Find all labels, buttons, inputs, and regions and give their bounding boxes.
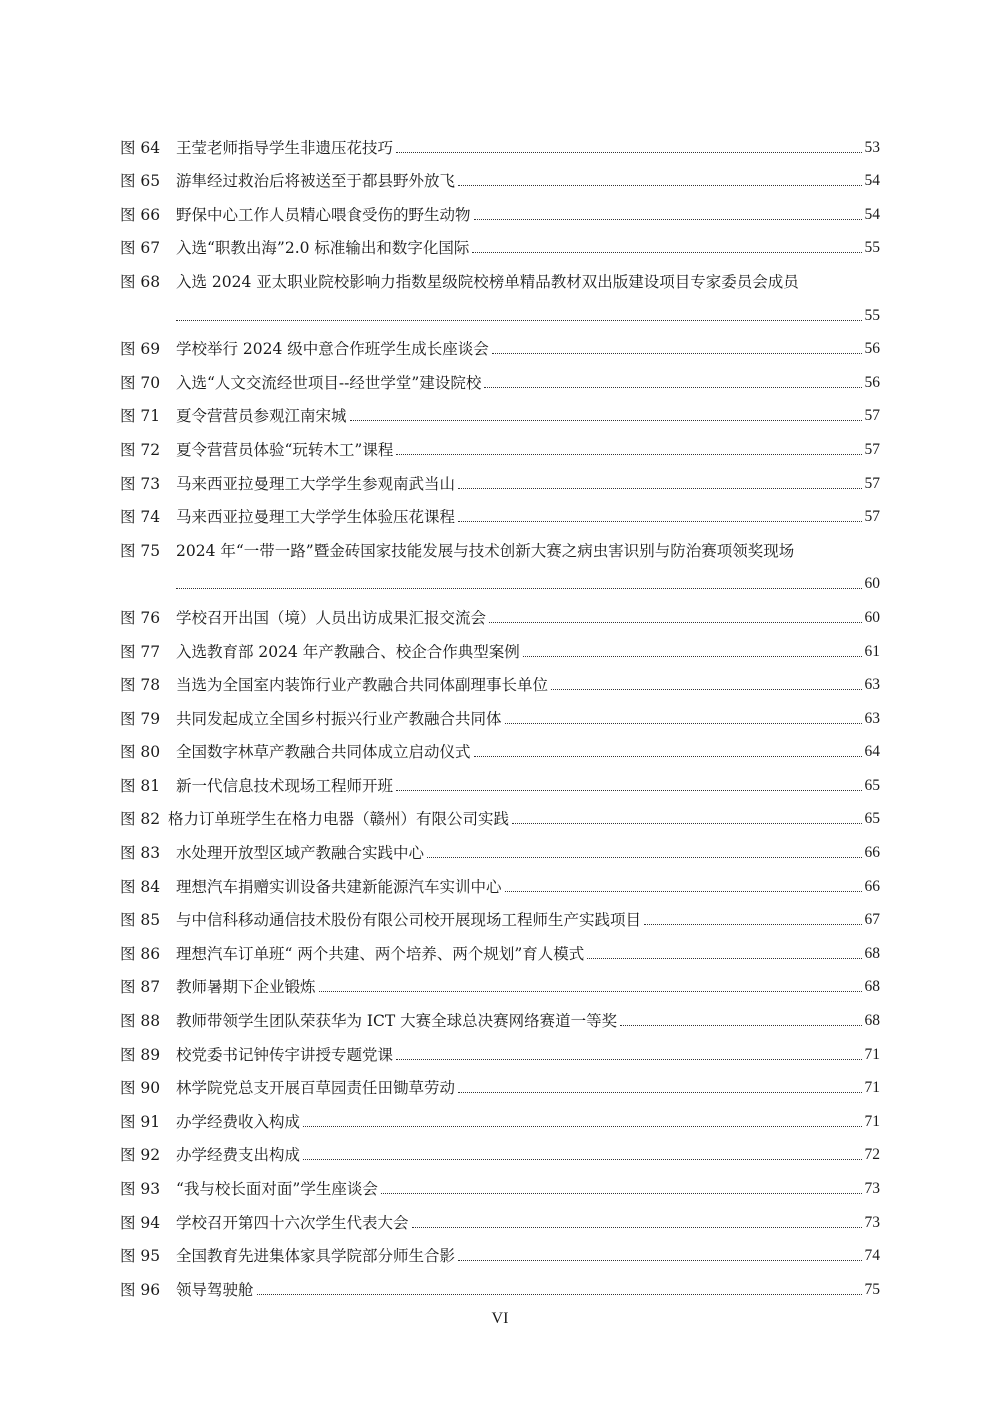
figure-label: 图 82 bbox=[120, 810, 161, 829]
page-ref: 65 bbox=[864, 810, 880, 828]
figure-title: 学校召开第四十六次学生代表大会 bbox=[176, 1213, 409, 1232]
dot-leader bbox=[458, 488, 861, 489]
figure-label: 图 73 bbox=[120, 474, 161, 493]
page-ref: 74 bbox=[864, 1247, 880, 1265]
dot-leader bbox=[551, 689, 861, 690]
page-ref: 57 bbox=[864, 407, 880, 425]
page-ref: 57 bbox=[864, 508, 880, 526]
figure-title: 入选 2024 亚太职业院校影响力指数星级院校榜单精品教材双出版建设项目专家委员会成员 bbox=[176, 272, 799, 291]
toc-entry[interactable] bbox=[120, 662, 880, 696]
table-of-figures bbox=[120, 124, 880, 1300]
figure-title: 校党委书记钟传宇讲授专题党课 bbox=[176, 1045, 394, 1064]
toc-entry[interactable] bbox=[120, 1065, 880, 1099]
toc-entry[interactable] bbox=[120, 158, 880, 192]
dot-leader bbox=[257, 1294, 862, 1295]
dot-leader bbox=[587, 958, 861, 959]
figure-title: 入选教育部 2024 年产教融合、校企合作典型案例 bbox=[176, 642, 520, 661]
figure-label: 图 66 bbox=[120, 205, 161, 224]
toc-entry[interactable] bbox=[120, 1199, 880, 1233]
dot-leader bbox=[396, 790, 861, 791]
dot-leader bbox=[350, 420, 862, 421]
figure-label: 图 71 bbox=[120, 407, 161, 426]
toc-entry[interactable] bbox=[120, 796, 880, 830]
figure-label: 图 78 bbox=[120, 676, 161, 695]
toc-entry[interactable] bbox=[120, 1098, 880, 1132]
toc-entry[interactable] bbox=[120, 460, 880, 494]
figure-title: 学校举行 2024 级中意合作班学生成长座谈会 bbox=[176, 340, 489, 359]
dot-leader bbox=[396, 454, 861, 455]
toc-entry[interactable] bbox=[120, 729, 880, 763]
page-ref: 57 bbox=[864, 474, 880, 492]
dot-leader bbox=[176, 320, 862, 321]
figure-title: 理想汽车订单班“ 两个共建、两个培养、两个规划”育人模式 bbox=[176, 944, 585, 963]
figure-title: 马来西亚拉曼理工大学学生参观南武当山 bbox=[176, 474, 456, 493]
toc-entry[interactable] bbox=[120, 695, 880, 729]
figure-title: 办学经费支出构成 bbox=[176, 1146, 301, 1165]
dot-leader bbox=[396, 152, 861, 153]
toc-entry[interactable] bbox=[120, 326, 880, 360]
figure-label: 图 70 bbox=[120, 373, 161, 392]
dot-leader bbox=[474, 219, 862, 220]
page-ref: 68 bbox=[864, 944, 880, 962]
figure-title: 教师暑期下企业锻炼 bbox=[176, 978, 316, 997]
toc-entry[interactable] bbox=[120, 225, 880, 259]
figure-label: 图 75 bbox=[120, 541, 161, 560]
dot-leader bbox=[319, 991, 862, 992]
figure-label: 图 74 bbox=[120, 508, 161, 527]
page-ref: 55 bbox=[864, 306, 880, 324]
figure-title: 教师带领学生团队荣获华为 ICT 大赛全球总决赛网络赛道一等奖 bbox=[176, 1012, 618, 1031]
dot-leader bbox=[505, 723, 862, 724]
figure-title: 格力订单班学生在格力电器（赣州）有限公司实践 bbox=[168, 810, 510, 829]
figure-label: 图 69 bbox=[120, 340, 161, 359]
figure-title: 入选“人文交流经世项目--经世学堂”建设院校 bbox=[176, 373, 482, 392]
figure-title: 领导驾驶舱 bbox=[176, 1280, 254, 1299]
figure-label: 图 91 bbox=[120, 1112, 161, 1131]
figure-label: 图 72 bbox=[120, 440, 161, 459]
page-ref: 68 bbox=[864, 978, 880, 996]
figure-label: 图 84 bbox=[120, 877, 161, 896]
toc-entry[interactable] bbox=[120, 258, 880, 325]
toc-entry[interactable] bbox=[120, 1132, 880, 1166]
dot-leader bbox=[512, 823, 861, 824]
figure-label: 图 64 bbox=[120, 138, 161, 157]
toc-entry[interactable] bbox=[120, 964, 880, 998]
figure-title: 林学院党总支开展百草园责任田锄草劳动 bbox=[176, 1079, 456, 1098]
dot-leader bbox=[523, 656, 862, 657]
page-ref: 67 bbox=[864, 911, 880, 929]
figure-title: 全国数字林草产教融合共同体成立启动仪式 bbox=[176, 743, 471, 762]
toc-entry[interactable] bbox=[120, 594, 880, 628]
figure-title: 办学经费收入构成 bbox=[176, 1112, 301, 1131]
toc-entry[interactable] bbox=[120, 897, 880, 931]
figure-title: 夏令营营员参观江南宋城 bbox=[176, 407, 347, 426]
dot-leader bbox=[458, 521, 861, 522]
toc-entry[interactable] bbox=[120, 527, 880, 594]
page-ref: 60 bbox=[864, 575, 880, 593]
page-ref: 54 bbox=[864, 172, 880, 190]
toc-entry[interactable] bbox=[120, 426, 880, 460]
page-ref: 57 bbox=[864, 440, 880, 458]
page-ref: 55 bbox=[864, 239, 880, 257]
toc-entry[interactable] bbox=[120, 1266, 880, 1300]
dot-leader bbox=[303, 1126, 861, 1127]
dot-leader bbox=[458, 185, 861, 186]
page-ref: 65 bbox=[864, 776, 880, 794]
dot-leader bbox=[176, 588, 862, 589]
figure-label: 图 79 bbox=[120, 709, 161, 728]
toc-entry[interactable] bbox=[120, 930, 880, 964]
figure-label: 图 80 bbox=[120, 743, 161, 762]
page-ref: 71 bbox=[864, 1045, 880, 1063]
page-ref: 73 bbox=[864, 1180, 880, 1197]
toc-entry[interactable] bbox=[120, 494, 880, 528]
dot-leader bbox=[484, 387, 861, 388]
dot-leader bbox=[303, 1159, 861, 1160]
figure-label: 图 93 bbox=[120, 1180, 161, 1198]
toc-entry[interactable] bbox=[120, 863, 880, 897]
page-ref: 73 bbox=[864, 1213, 880, 1231]
figure-label: 图 81 bbox=[120, 776, 161, 795]
page-ref: 61 bbox=[864, 642, 880, 660]
figure-title: 王莹老师指导学生非遗压花技巧 bbox=[176, 138, 394, 157]
toc-entry[interactable] bbox=[120, 1031, 880, 1065]
page-ref: 54 bbox=[864, 205, 880, 223]
dot-leader bbox=[427, 857, 861, 858]
figure-title: 水处理开放型区域产教融合实践中心 bbox=[176, 844, 425, 863]
dot-leader bbox=[472, 252, 861, 253]
page-ref: 64 bbox=[864, 743, 880, 761]
figure-label: 图 67 bbox=[120, 239, 161, 258]
figure-title: “我与校长面对面”学生座谈会 bbox=[176, 1180, 378, 1198]
dot-leader bbox=[458, 1092, 861, 1093]
page-ref: 53 bbox=[864, 138, 880, 156]
page-ref: 71 bbox=[864, 1112, 880, 1130]
figure-title: 2024 年“一带一路”暨金砖国家技能发展与技术创新大赛之病虫害识别与防治赛项领奖现场 bbox=[176, 541, 795, 560]
dot-leader bbox=[412, 1227, 862, 1228]
figure-label: 图 83 bbox=[120, 844, 161, 863]
page-ref: 60 bbox=[864, 608, 880, 626]
page-ref: 68 bbox=[864, 1012, 880, 1030]
figure-title: 理想汽车捐赠实训设备共建新能源汽车实训中心 bbox=[176, 877, 502, 896]
figure-label: 图 86 bbox=[120, 944, 161, 963]
figure-title: 野保中心工作人员精心喂食受伤的野生动物 bbox=[176, 205, 471, 224]
dot-leader bbox=[620, 1025, 861, 1026]
figure-label: 图 77 bbox=[120, 642, 161, 661]
page-number: VI bbox=[491, 1310, 509, 1327]
page-ref: 72 bbox=[864, 1146, 880, 1164]
dot-leader bbox=[381, 1193, 862, 1194]
page-ref: 66 bbox=[864, 877, 880, 895]
figure-title: 与中信科移动通信技术股份有限公司校开展现场工程师生产实践项目 bbox=[176, 911, 642, 930]
dot-leader bbox=[492, 353, 862, 354]
figure-title: 学校召开出国（境）人员出访成果汇报交流会 bbox=[176, 608, 487, 627]
figure-label: 图 76 bbox=[120, 608, 161, 627]
page-ref: 63 bbox=[864, 676, 880, 694]
toc-entry[interactable] bbox=[120, 393, 880, 427]
figure-title: 入选“职教出海”2.0 标准输出和数字化国际 bbox=[176, 239, 470, 258]
figure-label: 图 89 bbox=[120, 1045, 161, 1064]
toc-entry[interactable] bbox=[120, 762, 880, 796]
toc-entry[interactable] bbox=[120, 829, 880, 863]
toc-entry[interactable] bbox=[120, 628, 880, 662]
figure-title: 共同发起成立全国乡村振兴行业产教融合共同体 bbox=[176, 709, 502, 728]
figure-title: 游隼经过救治后将被送至于都县野外放飞 bbox=[176, 172, 456, 191]
page-ref: 63 bbox=[864, 709, 880, 727]
figure-label: 图 96 bbox=[120, 1280, 161, 1299]
page-ref: 71 bbox=[864, 1079, 880, 1097]
toc-entry[interactable] bbox=[120, 997, 880, 1031]
dot-leader bbox=[458, 1260, 861, 1261]
figure-label: 图 92 bbox=[120, 1146, 161, 1165]
toc-entry[interactable] bbox=[120, 191, 880, 225]
dot-leader bbox=[474, 756, 862, 757]
dot-leader bbox=[644, 924, 861, 925]
figure-label: 图 88 bbox=[120, 1012, 161, 1031]
dot-leader bbox=[396, 1059, 861, 1060]
page-ref: 56 bbox=[864, 373, 880, 391]
figure-label: 图 95 bbox=[120, 1247, 161, 1266]
toc-entry[interactable] bbox=[120, 1165, 880, 1199]
figure-title: 新一代信息技术现场工程师开班 bbox=[176, 776, 394, 795]
figure-label: 图 68 bbox=[120, 272, 161, 291]
figure-label: 图 85 bbox=[120, 911, 161, 930]
dot-leader bbox=[505, 891, 862, 892]
figure-title: 当选为全国室内装饰行业产教融合共同体副理事长单位 bbox=[176, 676, 549, 695]
figure-title: 全国教育先进集体家具学院部分师生合影 bbox=[176, 1247, 456, 1266]
figure-label: 图 94 bbox=[120, 1213, 161, 1232]
toc-entry[interactable] bbox=[120, 124, 880, 158]
figure-label: 图 65 bbox=[120, 172, 161, 191]
page-ref: 66 bbox=[864, 844, 880, 862]
page-ref: 75 bbox=[864, 1280, 880, 1298]
figure-label: 图 90 bbox=[120, 1079, 161, 1098]
figure-title: 马来西亚拉曼理工大学学生体验压花课程 bbox=[176, 508, 456, 527]
figure-title: 夏令营营员体验“玩转木工”课程 bbox=[176, 440, 394, 459]
toc-entry[interactable] bbox=[120, 1233, 880, 1267]
page-ref: 56 bbox=[864, 340, 880, 358]
dot-leader bbox=[489, 622, 861, 623]
figure-label: 图 87 bbox=[120, 978, 161, 997]
toc-entry[interactable] bbox=[120, 359, 880, 393]
